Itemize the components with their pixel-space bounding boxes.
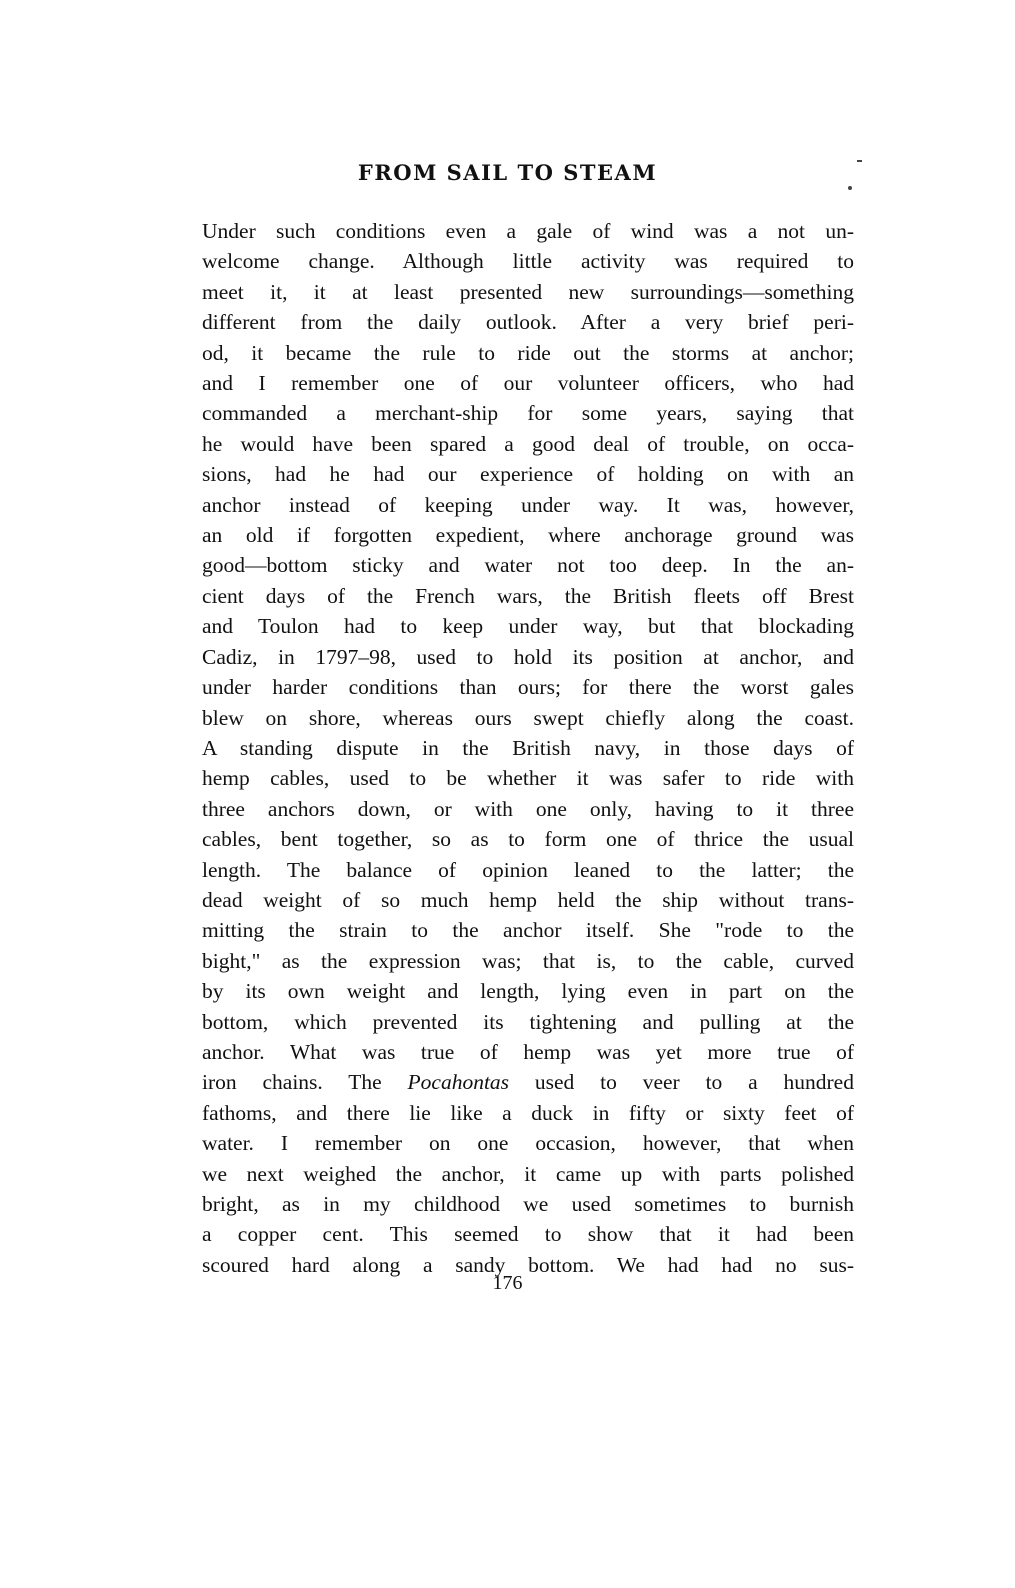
- text-line: anchor instead of keeping under way. It was, however,: [202, 492, 854, 517]
- text-line: and I remember one of our volunteer officers, who had: [202, 371, 854, 396]
- text-line: an old if forgotten expedient, where anchorage ground was: [202, 523, 854, 548]
- page-number: 176: [492, 1272, 523, 1294]
- text-line: mitting the strain to the anchor itself. She "rode to the: [202, 918, 854, 943]
- text-line: cient days of the French wars, the British fleets off Brest: [202, 583, 854, 608]
- text-line: scoured hard along a sandy bottom. We had had no sus-: [202, 1252, 854, 1277]
- text-line: bright, as in my childhood we used sometimes to burnish: [202, 1192, 854, 1216]
- text-line: by its own weight and length, lying even in part on the: [202, 979, 854, 1004]
- text-line: blew on shore, whereas ours swept chiefly along the coast.: [202, 705, 854, 730]
- text-line: hemp cables, used to be whether it was safer to ride with: [202, 766, 854, 791]
- stray-dot: [848, 186, 852, 190]
- text-line: Under such conditions even a gale of wind was a not un-: [202, 219, 854, 243]
- text-line: sions, had he had our experience of holding on with an: [202, 462, 854, 487]
- text-line: commanded a merchant-ship for some years, saying that: [202, 401, 854, 426]
- text-line: bottom, which prevented its tightening and pulling at the: [202, 1009, 854, 1034]
- text-line: length. The balance of opinion leaned to the latter; the: [202, 857, 854, 882]
- text-line: under harder conditions than ours; for there the worst gales: [202, 675, 854, 700]
- text-line: water. I remember on one occasion, however, that when: [202, 1131, 854, 1156]
- text-line: anchor. What was true of hemp was yet more true of: [202, 1039, 854, 1064]
- running-head: FROM SAIL TO STEAM: [357, 160, 658, 185]
- ship-name: Pocahontas: [407, 1070, 510, 1095]
- text-line: od, it became the rule to ride out the storms at anchor;: [202, 340, 854, 365]
- text-line: fathoms, and there lie like a duck in fifty or sixty feet of: [202, 1100, 854, 1125]
- text-line: dead weight of so much hemp held the ship without trans-: [202, 887, 854, 912]
- text-line: a copper cent. This seemed to show that it had been: [202, 1222, 854, 1247]
- text-line: good—bottom sticky and water not too deep. In the an-: [202, 553, 854, 578]
- text-line: different from the daily outlook. After a very brief peri-: [202, 310, 854, 335]
- text-line: we next weighed the anchor, it came up with parts polished: [202, 1161, 854, 1186]
- text-line: cables, bent together, so as to form one of thrice the usual: [202, 827, 854, 852]
- text-line: A standing dispute in the British navy, in those days of: [202, 735, 854, 760]
- body-text: [202, 216, 854, 1280]
- text-line: welcome change. Although little activity was required to: [202, 249, 854, 274]
- text-line: bight," as the expression was; that is, to the cable, curved: [202, 948, 854, 973]
- text-line: and Toulon had to keep under way, but that blockading: [202, 614, 854, 639]
- text-line: he would have been spared a good deal of trouble, on occa-: [202, 431, 854, 456]
- text-line: iron chains. The Pocahontas used to veer to a hundred: [202, 1070, 854, 1095]
- text-line: meet it, it at least presented new surroundings—something: [202, 279, 854, 304]
- text-line: three anchors down, or with one only, having to it three: [202, 796, 854, 821]
- text-line: Cadiz, in 1797–98, used to hold its position at anchor, and: [202, 644, 854, 669]
